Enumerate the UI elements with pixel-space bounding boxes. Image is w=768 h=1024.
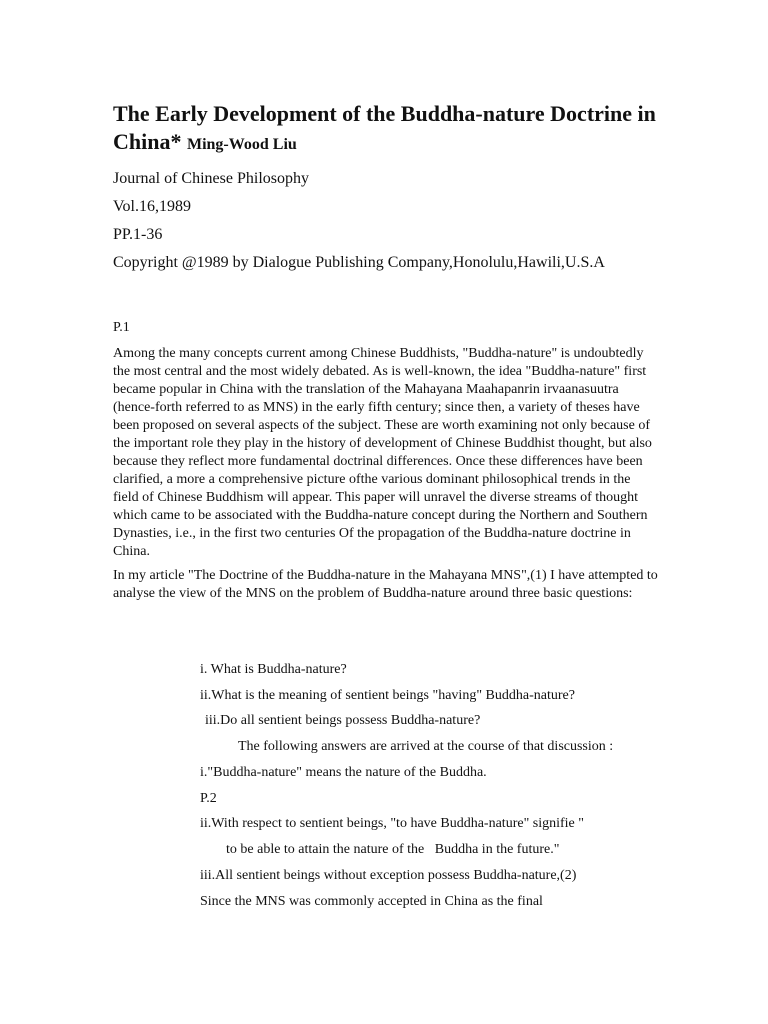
document-title-block	[113, 100, 658, 159]
question-list-3	[205, 712, 665, 730]
author-name: Ming-Wood Liu	[186, 136, 297, 153]
question-item: i. What is Buddha-nature?	[200, 662, 347, 677]
answer-item-2-line-1: ii.With respect to sentient beings, "to have Buddha-nature" signifie "	[200, 816, 584, 831]
question-item: ii.What is the meaning of sentient beings "having" Buddha-nature?	[200, 688, 575, 703]
answer-2-continuation-block	[226, 841, 686, 859]
article-reference-paragraph: In my article "The Doctrine of the Buddha-nature in the Mahayana MNS",(1) I have attempted to analyse the view of the MNS on the problem of Buddha-nature around three basic questions:	[113, 568, 658, 601]
answers-intro: The following answers are arrived at the course of that discussion :	[238, 739, 614, 754]
question-list	[200, 661, 660, 679]
intro-paragraph: Among the many concepts current among Chinese Buddhists, "Buddha-nature" is undoubtedly the most central and the most widely debated. As is well-known, the idea "Buddha-nature" first became popular in China with the translation of the Mahayana Maahapanrin irvaanasuutra (hence-forth referred to as MNS) in the early fifth century; since then, a variety of theses have been proposed on several aspects of the subject. These are worth examining not only because of the important role they play in the history of development of Chinese Buddhist thought, but also because they reflect more fundamental doctrinal differences. Once these differences have been clarified, a more a comprehensive picture ofthe various dominant philosophical trends in the field of Chinese Buddhism will appear. This paper will unravel the diverse streams of thought which came to be associated with the Buddha-nature concept during the Northern and Southern Dynasties, i.e., in the first two centuries Of the propagation of the Buddha-nature doctrine in China.	[113, 346, 652, 559]
question-item: iii.Do all sentient beings possess Buddha-nature?	[205, 713, 481, 728]
closing-line: Since the MNS was commonly accepted in China as the final	[200, 894, 543, 909]
question-list-2	[200, 687, 660, 705]
answer-1-block	[200, 764, 660, 782]
answers-intro-block	[238, 738, 698, 756]
answer-item-2-line-2: to be able to attain the nature of the Buddha in the future."	[226, 842, 560, 857]
answer-2-block	[200, 815, 660, 833]
journal-name: Journal of Chinese Philosophy	[113, 170, 309, 187]
answer-item-3: iii.All sentient beings without exception possess Buddha-nature,(2)	[200, 868, 577, 883]
copyright-notice: Copyright @1989 by Dialogue Publishing Company,Honolulu,Hawili,U.S.A	[113, 254, 605, 271]
answer-item-1: i."Buddha-nature" means the nature of the Buddha.	[200, 765, 487, 780]
page-marker-p2: P.2	[200, 791, 217, 806]
closing-line-block	[200, 893, 660, 911]
document-title: The Early Development of the Buddha-nature Doctrine in China*	[113, 101, 656, 154]
page-marker-p2-block	[200, 790, 660, 808]
answer-3-block	[200, 867, 660, 885]
page-range: PP.1-36	[113, 226, 163, 243]
volume-info: Vol.16,1989	[113, 198, 191, 215]
page-marker-p1: P.1	[113, 320, 130, 335]
document-page	[113, 100, 658, 603]
